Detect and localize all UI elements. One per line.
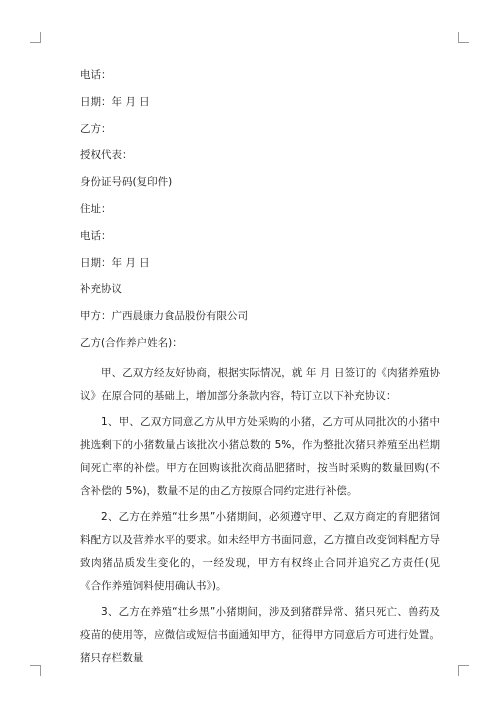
paragraph-clause-2: 2、乙方在养殖“壮乡黑”小猪期间，必须遵守甲、乙双方商定的育肥猪饲料配方以及营养水平的要求。如未经甲方书面同意，乙方擅自改变饲料配方导致肉猪品质发生变化的，一经发现，甲方有权终止合同并追究乙方责任(见《合作养殖饲料使用确认书》)。: [80, 510, 440, 592]
field-date-2: 日期：年 月 日: [80, 256, 150, 269]
crop-mark-top-right: [458, 32, 469, 43]
section-title-supplementary: 补充协议: [80, 283, 122, 296]
field-address: 住址：: [80, 202, 112, 215]
field-date-1: 日期：年 月 日: [80, 95, 150, 108]
crop-mark-bottom-right: [458, 665, 469, 676]
crop-mark-bottom-left: [30, 665, 41, 676]
field-party-b-farmer: 乙方(合作养户姓名)：: [80, 336, 183, 349]
field-id-number: 身份证号码(复印件): [80, 176, 173, 189]
crop-mark-top-left: [30, 32, 41, 43]
field-party-b: 乙方：: [80, 122, 112, 135]
document-body: [80, 67, 440, 673]
field-party-a: 甲方：广西晨康力食品股份有限公司: [80, 310, 248, 323]
field-phone-2: 电话：: [80, 229, 112, 242]
field-phone-1: 电话：: [80, 69, 112, 81]
paragraph-intro: 甲、乙双方经友好协商，根据实际情况，就 年 月 日签订的《肉猪养殖协议》在原合同的基础上，增加部分条款内容，特订立以下补充协议：: [80, 366, 440, 402]
field-authorized-rep: 授权代表：: [80, 149, 133, 162]
paragraph-clause-1: 1、甲、乙双方同意乙方从甲方处采购的小猪，乙方可从同批次的小猪中挑选剩下的小猪数量占该批次小猪总数的 5%，作为整批次猪只养殖至出栏期间死亡率的补偿。甲方在回购该批次商品肥猪时，按当时采购的数量回购(不含补偿的 5%)，数量不足的由乙方按原合同约定进行补偿。: [80, 415, 440, 497]
paragraph-clause-3: 3、乙方在养殖“壮乡黑”小猪期间，涉及到猪群异常、猪只死亡、兽药及疫苗的使用等，应微信或短信书面通知甲方，征得甲方同意后方可进行处置。猪只存栏数量: [80, 605, 440, 664]
